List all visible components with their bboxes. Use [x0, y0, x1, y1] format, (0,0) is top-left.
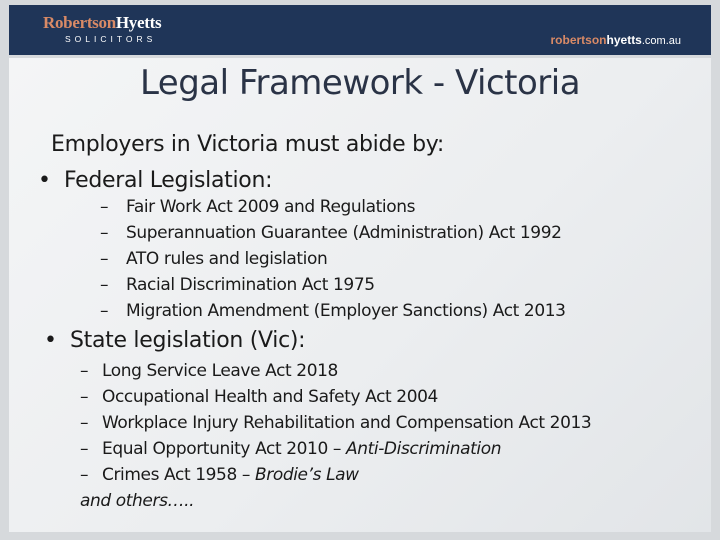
list-item-text: Superannuation Guarantee (Administration) Act 1992	[126, 223, 562, 243]
dash-icon: –	[80, 387, 89, 407]
list-item-text: Workplace Injury Rehabilitation and Compensation Act 2013	[102, 413, 592, 433]
list-item-text: Equal Opportunity Act 2010 –	[102, 439, 346, 459]
dash-icon: –	[80, 413, 89, 433]
list-item	[100, 246, 566, 272]
bullet-icon: •	[44, 328, 57, 353]
bullet-icon: •	[38, 168, 51, 193]
dash-icon: –	[100, 249, 109, 269]
list-item-text: Fair Work Act 2009 and Regulations	[126, 197, 416, 217]
header-band	[9, 5, 711, 55]
list-item	[80, 436, 591, 462]
logo-robertson: Robertson	[43, 13, 116, 32]
site-domain: .com.au	[641, 35, 681, 47]
dash-icon: –	[80, 439, 89, 459]
dash-icon: –	[100, 223, 109, 243]
site-robertson: robertson	[550, 33, 607, 47]
logo-solicitors: SOLICITORS	[65, 34, 157, 44]
list-item-text: Crimes Act 1958 –	[102, 465, 255, 485]
and-others-text: and others…..	[80, 491, 195, 511]
list-item-emphasis: Anti-Discrimination	[346, 439, 502, 459]
federal-list	[100, 194, 566, 324]
website-url	[551, 33, 682, 47]
dash-icon: –	[100, 275, 109, 295]
list-item	[100, 272, 566, 298]
federal-heading	[38, 168, 272, 193]
state-label: State legislation (Vic):	[70, 328, 306, 353]
dash-icon: –	[80, 361, 89, 381]
list-item	[80, 358, 591, 384]
list-item-text: Occupational Health and Safety Act 2004	[102, 387, 438, 407]
dash-icon: –	[80, 465, 89, 485]
dash-icon: –	[100, 301, 109, 321]
list-item-text: Racial Discrimination Act 1975	[126, 275, 375, 295]
list-item	[100, 220, 566, 246]
list-item	[100, 298, 566, 324]
list-item-text: Migration Amendment (Employer Sanctions) Act 2013	[126, 301, 566, 321]
list-item	[80, 384, 591, 410]
list-item-text: Long Service Leave Act 2018	[102, 361, 338, 381]
firm-logo	[43, 14, 161, 44]
slide-title: Legal Framework - Victoria	[139, 63, 581, 103]
intro-text: Employers in Victoria must abide by:	[51, 132, 444, 157]
state-list	[80, 358, 591, 514]
site-hyetts: hyetts	[606, 33, 642, 47]
list-item	[100, 194, 566, 220]
list-item	[80, 462, 591, 488]
list-item	[80, 410, 591, 436]
federal-label: Federal Legislation:	[64, 168, 273, 193]
logo-hyetts: Hyetts	[115, 13, 162, 32]
state-heading	[44, 328, 305, 353]
list-item-text: ATO rules and legislation	[126, 249, 328, 269]
list-item-emphasis: Brodie’s Law	[254, 465, 359, 485]
dash-icon: –	[100, 197, 109, 217]
